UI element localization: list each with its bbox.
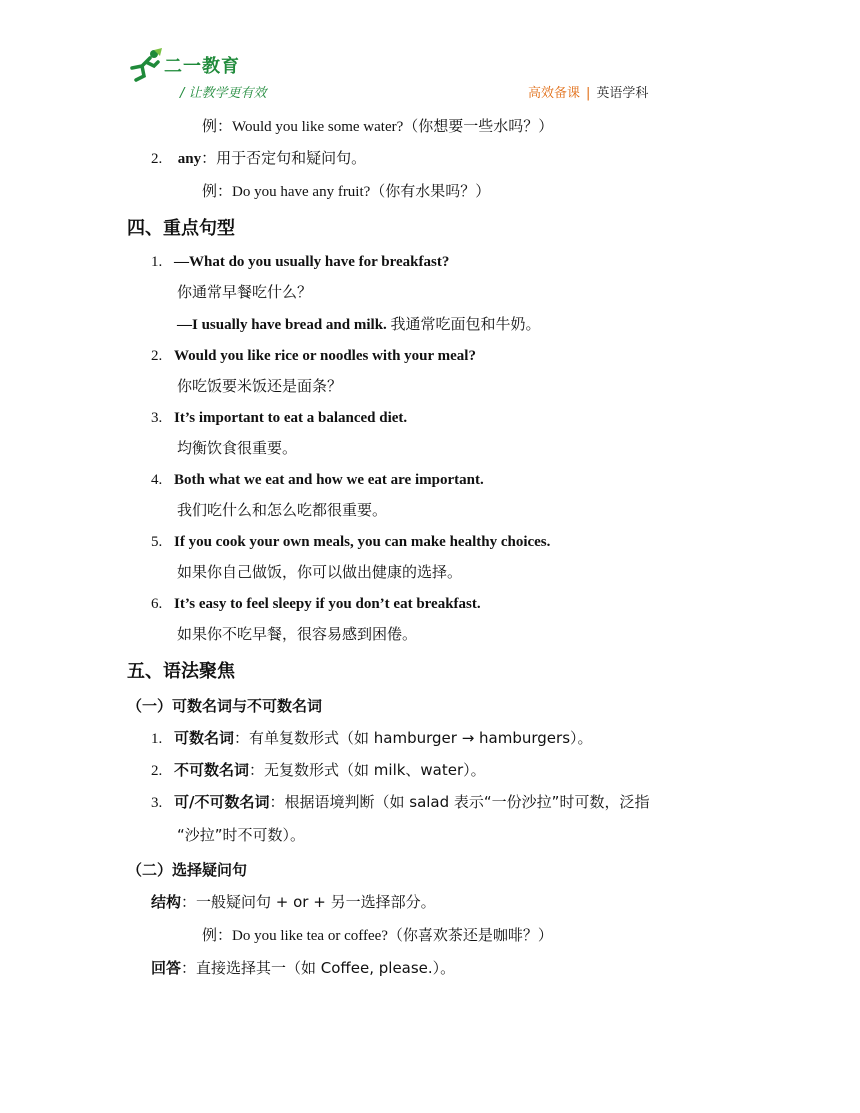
structure-text: ：一般疑问句 + or + 另一选择部分。 <box>181 893 436 911</box>
term: any <box>177 151 202 167</box>
list-number: 2. <box>151 151 163 167</box>
term-description: ：用于否定句和疑问句。 <box>201 149 367 167</box>
section-heading: 四、重点句型 <box>127 218 235 239</box>
pattern-english: —What do you usually have for breakfast? <box>174 254 450 270</box>
pattern-chinese: 如果你不吃早餐，很容易感到困倦。 <box>177 625 418 643</box>
grammar-item <box>151 792 649 813</box>
grammar-description: ：无复数形式（如 milk、water）。 <box>249 761 486 779</box>
header-separator: | <box>586 86 591 101</box>
list-number: 1. <box>151 731 163 747</box>
list-number: 2. <box>151 763 163 779</box>
list-item-any <box>151 148 366 169</box>
pattern-item <box>151 346 476 366</box>
pattern-chinese: 如果你自己做饭，你可以做出健康的选择。 <box>177 563 463 581</box>
pattern-chinese: 你吃饭要米饭还是面条？ <box>177 377 343 395</box>
example-label: 例： <box>202 182 233 200</box>
grammar-term: 可/不可数名词 <box>174 793 270 811</box>
example-text: Would you like some water?（你想要一些水吗？） <box>232 119 554 135</box>
header-right <box>528 82 648 101</box>
pattern-english: Would you like rice or noodles with your meal? <box>174 348 476 364</box>
pattern-chinese: 我们吃什么和怎么吃都很重要。 <box>177 501 388 519</box>
example-label: 例： <box>202 926 233 944</box>
pattern-item <box>151 594 481 614</box>
list-number: 3. <box>151 795 163 811</box>
grammar-description: ：根据语境判断（如 salad 表示“一份沙拉”时可数，泛指 <box>269 793 650 811</box>
list-number: 2. <box>151 348 163 364</box>
grammar-term: 不可数名词 <box>174 761 250 779</box>
example-text: Do you have any fruit?（你有水果吗？） <box>232 184 491 200</box>
answer-label: 回答 <box>151 959 182 977</box>
slogan: / 让教学更有效 <box>180 86 267 101</box>
grammar-description: ：有单复数形式（如 hamburger → hamburgers）。 <box>234 729 593 747</box>
structure-line <box>151 892 436 913</box>
answer-line <box>151 958 455 979</box>
pattern-english: It’s important to eat a balanced diet. <box>174 410 408 426</box>
grammar-description-continued: “沙拉”时不可数）。 <box>177 826 306 844</box>
pattern-item <box>151 408 407 428</box>
example-line <box>202 116 553 137</box>
pattern-item <box>151 470 484 490</box>
header-subtitle: 高效备课 <box>528 86 581 101</box>
pattern-item <box>151 532 550 552</box>
grammar-item <box>151 728 593 749</box>
list-number: 3. <box>151 410 163 426</box>
pattern-english: It’s easy to feel sleepy if you don’t eat breakfast. <box>174 596 481 612</box>
example-line <box>202 181 490 202</box>
runner-logo-icon <box>128 48 164 82</box>
list-number: 6. <box>151 596 163 612</box>
list-number: 4. <box>151 472 163 488</box>
pattern-item <box>151 252 449 272</box>
pattern-answer <box>177 314 541 335</box>
subsection-heading: （一）可数名词与不可数名词 <box>127 697 323 715</box>
section-heading: 五、语法聚焦 <box>127 661 235 682</box>
pattern-english: If you cook your own meals, you can make healthy choices. <box>174 534 551 550</box>
subsection-heading: （二）选择疑问句 <box>127 861 248 879</box>
pattern-chinese: 你通常早餐吃什么？ <box>177 283 313 301</box>
pattern-english: Both what we eat and how we eat are important. <box>174 472 484 488</box>
example-line <box>202 925 553 946</box>
grammar-item <box>151 760 486 781</box>
example-label: 例： <box>202 117 233 135</box>
list-number: 1. <box>151 254 163 270</box>
logo-text: 二一教育 <box>164 56 240 77</box>
answer-text: ：直接选择其一（如 Coffee, please.）。 <box>181 959 456 977</box>
example-text: Do you like tea or coffee?（你喜欢茶还是咖啡？） <box>232 928 553 944</box>
header-subject: 英语学科 <box>596 86 649 101</box>
structure-label: 结构 <box>151 893 182 911</box>
pattern-chinese: 我通常吃面包和牛奶。 <box>390 315 541 333</box>
logo <box>128 48 268 84</box>
pattern-english: —I usually have bread and milk. <box>177 317 387 333</box>
list-number: 5. <box>151 534 163 550</box>
grammar-term: 可数名词 <box>174 729 235 747</box>
pattern-chinese: 均衡饮食很重要。 <box>177 439 298 457</box>
